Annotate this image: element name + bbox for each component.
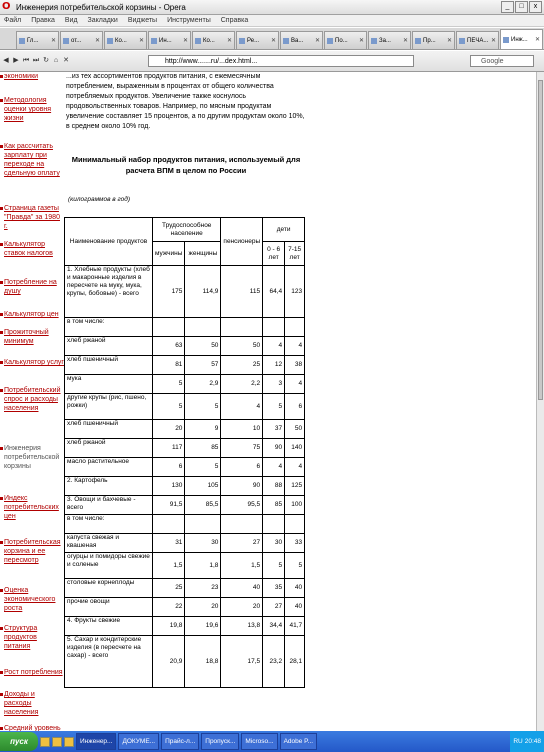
- row-value-cell: 20: [221, 598, 263, 617]
- tab-label: Ко...: [203, 37, 215, 44]
- row-value-cell: 1,5: [153, 553, 185, 579]
- row-value-cell: [263, 515, 285, 534]
- row-value-cell: 23: [185, 579, 221, 598]
- tab-3[interactable]: [148, 31, 191, 49]
- close-tab-icon[interactable]: ✕: [358, 38, 364, 44]
- row-value-cell: 50: [221, 337, 263, 356]
- tab-label: Инж...: [511, 36, 528, 43]
- favicon-icon: [371, 38, 377, 44]
- row-value-cell: 105: [185, 477, 221, 496]
- row-name-cell: хлеб ржаной: [65, 337, 153, 356]
- row-value-cell: 1,5: [221, 553, 263, 579]
- row-value-cell: 34,4: [263, 617, 285, 636]
- intro-paragraph: ...из тех ассортиментов продуктов питания, с ежемесячным потреблением, выраженным в процентах от общего количества потребляемых продуктов. Увеличение также коснулось продовольственных товаров. Например, по мясным продуктам увеличение составляет 15 процентов, а по другим продуктам около 10%, в среднем около 10% год.: [66, 73, 305, 130]
- column-header-men: мужчины: [153, 242, 185, 266]
- sidebar-link[interactable]: Индекс потребительских цен: [4, 494, 64, 521]
- tab-label: Ва...: [291, 37, 304, 44]
- row-value-cell: 40: [221, 579, 263, 598]
- opera-logo-icon: O: [2, 1, 11, 12]
- row-value-cell: 4: [285, 375, 305, 394]
- row-value-cell: 140: [285, 439, 305, 458]
- tab-11[interactable]: [500, 29, 543, 49]
- row-value-cell: 19,8: [153, 617, 185, 636]
- row-value-cell: [221, 318, 263, 337]
- sidebar-link: Инженерия потребительской корзины: [4, 444, 64, 471]
- sidebar-link[interactable]: Потребление на душу: [4, 278, 64, 296]
- row-value-cell: 20: [185, 598, 221, 617]
- row-value-cell: 57: [185, 356, 221, 375]
- back-icon[interactable]: ◀: [3, 57, 9, 64]
- row-value-cell: [221, 515, 263, 534]
- row-value-cell: 5: [263, 553, 285, 579]
- search-input[interactable]: Google: [470, 55, 534, 67]
- tab-8[interactable]: [368, 31, 411, 49]
- row-name-cell: прочие овощи: [65, 598, 153, 617]
- page-heading: Минимальный набор продуктов питания, используемый для расчета ВПМ в целом по России: [71, 155, 301, 175]
- row-value-cell: 5: [153, 375, 185, 394]
- table-row: [65, 617, 305, 636]
- rewind-icon[interactable]: ⏮: [22, 57, 30, 64]
- row-value-cell: 30: [185, 534, 221, 553]
- food-basket-table: [64, 217, 305, 688]
- sidebar-link[interactable]: Как рассчитать зарплату при переходе на сдельную оплату: [4, 142, 64, 178]
- address-input[interactable]: http://www.......ru/...dex.html...: [148, 55, 414, 67]
- close-tab-icon[interactable]: ✕: [314, 38, 320, 44]
- row-value-cell: 90: [263, 439, 285, 458]
- row-value-cell: 40: [285, 598, 305, 617]
- window-controls: [501, 1, 542, 13]
- row-value-cell: 5: [153, 394, 185, 420]
- row-value-cell: 19,6: [185, 617, 221, 636]
- row-value-cell: [185, 318, 221, 337]
- row-value-cell: [285, 318, 305, 337]
- tab-label: За...: [379, 37, 391, 44]
- column-header-name: Наименование продуктов: [65, 218, 153, 266]
- menu-widgets[interactable]: Виджеты: [127, 17, 158, 24]
- row-name-cell: мука: [65, 375, 153, 394]
- row-value-cell: 4: [221, 394, 263, 420]
- sidebar-link[interactable]: Доходы и расходы населения: [4, 690, 64, 717]
- menu-tools[interactable]: Инструменты: [167, 17, 211, 24]
- navigation-toolbar: [0, 51, 544, 72]
- row-value-cell: 123: [285, 266, 305, 318]
- row-name-cell: 4. Фрукты свежие: [65, 617, 153, 636]
- table-row: [65, 337, 305, 356]
- row-value-cell: 37: [263, 420, 285, 439]
- column-header-age-0-6: 0 - 6 лет: [263, 242, 285, 266]
- taskbar-items: [74, 733, 317, 750]
- close-tab-icon[interactable]: ✕: [446, 38, 452, 44]
- table-row: [65, 318, 305, 337]
- sidebar-link[interactable]: Калькулятор услуг: [4, 359, 64, 366]
- sidebar-link[interactable]: Средний уровень: [4, 724, 64, 731]
- row-value-cell: 1,8: [185, 553, 221, 579]
- home-icon[interactable]: ⌂: [53, 57, 59, 64]
- reload-icon[interactable]: ↻: [43, 57, 49, 64]
- row-value-cell: 50: [285, 420, 305, 439]
- sidebar-link[interactable]: Калькулятор цен: [4, 310, 64, 319]
- tab-label: ПЕЧА...: [467, 37, 489, 44]
- row-value-cell: 40: [285, 579, 305, 598]
- favicon-icon: [107, 38, 113, 44]
- close-tab-icon[interactable]: ✕: [50, 38, 56, 44]
- row-value-cell: [153, 318, 185, 337]
- row-value-cell: 10: [221, 420, 263, 439]
- row-value-cell: 117: [153, 439, 185, 458]
- row-name-cell: хлеб пшеничный: [65, 420, 153, 439]
- row-value-cell: 2,9: [185, 375, 221, 394]
- row-value-cell: 20,9: [153, 636, 185, 688]
- close-tab-icon[interactable]: ✕: [270, 38, 276, 44]
- row-value-cell: 4: [285, 337, 305, 356]
- tab-5[interactable]: [236, 31, 279, 49]
- row-value-cell: 85: [185, 439, 221, 458]
- system-tray: [510, 731, 544, 752]
- tab-label: Гл...: [27, 37, 39, 44]
- row-value-cell: 4: [263, 458, 285, 477]
- close-tab-icon[interactable]: ✕: [226, 38, 232, 44]
- sidebar-link[interactable]: Рост потребления: [4, 669, 63, 676]
- windows-taskbar: [0, 731, 544, 752]
- forward-icon[interactable]: ▶: [13, 57, 19, 64]
- row-name-cell: масло растительное: [65, 458, 153, 477]
- row-value-cell: 5: [185, 458, 221, 477]
- row-value-cell: [153, 515, 185, 534]
- tab-2[interactable]: [104, 31, 147, 49]
- tab-bar: [0, 28, 544, 50]
- row-value-cell: 81: [153, 356, 185, 375]
- start-button[interactable]: пуск: [0, 732, 38, 751]
- sidebar-link[interactable]: Калькулятор ставок налогов: [4, 240, 64, 258]
- row-name-cell: 3. Овощи и бахчевые - всего: [65, 496, 153, 515]
- row-value-cell: 9: [185, 420, 221, 439]
- quicklaunch-icon[interactable]: [64, 737, 74, 747]
- row-value-cell: 85: [263, 496, 285, 515]
- row-value-cell: 4: [263, 337, 285, 356]
- table-row: [65, 266, 305, 318]
- menu-bar: [0, 15, 544, 27]
- sidebar-link[interactable]: экономики: [4, 72, 64, 81]
- row-value-cell: 12: [263, 356, 285, 375]
- row-value-cell: 130: [153, 477, 185, 496]
- tab-label: Ре...: [247, 37, 260, 44]
- row-name-cell: в том числе:: [65, 515, 153, 534]
- column-header-pensioners: пенсионеры: [221, 218, 263, 266]
- fast-forward-icon[interactable]: ⏭: [32, 57, 40, 64]
- column-header-age-7-15: 7-15 лет: [285, 242, 305, 266]
- row-value-cell: 23,2: [263, 636, 285, 688]
- taskbar-item[interactable]: Инженер...: [76, 733, 116, 750]
- tab-label: от...: [71, 37, 82, 44]
- row-value-cell: 31: [153, 534, 185, 553]
- page-content: [0, 72, 536, 731]
- row-name-cell: огурцы и помидоры свежие и соленые: [65, 553, 153, 579]
- sidebar-link[interactable]: Страница газеты "Правда" за 1980 г.: [4, 204, 64, 231]
- row-value-cell: 35: [263, 579, 285, 598]
- close-tab-icon[interactable]: ✕: [94, 38, 100, 44]
- row-value-cell: 5: [185, 394, 221, 420]
- row-value-cell: 13,8: [221, 617, 263, 636]
- row-value-cell: 41,7: [285, 617, 305, 636]
- row-value-cell: 27: [263, 598, 285, 617]
- row-name-cell: хлеб пшеничный: [65, 356, 153, 375]
- sidebar-link[interactable]: Прожиточный минимум: [4, 328, 64, 346]
- row-value-cell: 75: [221, 439, 263, 458]
- table-row: [65, 579, 305, 598]
- row-name-cell: другие крупы (рис, пшено, рожки): [65, 394, 153, 420]
- tab-6[interactable]: [280, 31, 323, 49]
- table-row: [65, 458, 305, 477]
- row-value-cell: 6: [153, 458, 185, 477]
- tab-label: Пр...: [423, 37, 436, 44]
- favicon-icon: [63, 38, 69, 44]
- favicon-icon: [195, 38, 201, 44]
- row-value-cell: [285, 515, 305, 534]
- tab-7[interactable]: [324, 31, 367, 49]
- row-value-cell: 95,5: [221, 496, 263, 515]
- quicklaunch-icon[interactable]: [52, 737, 62, 747]
- tab-0[interactable]: [16, 31, 59, 49]
- favicon-icon: [19, 38, 25, 44]
- favicon-icon: [151, 38, 157, 44]
- table-row: [65, 439, 305, 458]
- favicon-icon: [327, 38, 333, 44]
- row-value-cell: 115: [221, 266, 263, 318]
- row-name-cell: капуста свежая и квашеная: [65, 534, 153, 553]
- row-value-cell: 64,4: [263, 266, 285, 318]
- window-titlebar: [0, 0, 544, 15]
- row-value-cell: 88: [263, 477, 285, 496]
- taskbar-item[interactable]: ДОКУМЕ...: [118, 733, 159, 750]
- taskbar-item[interactable]: Пропуск...: [201, 733, 239, 750]
- row-value-cell: 38: [285, 356, 305, 375]
- row-value-cell: 18,8: [185, 636, 221, 688]
- scrollbar-thumb[interactable]: [538, 80, 543, 400]
- language-indicator[interactable]: RU: [513, 738, 523, 745]
- table-row: [65, 496, 305, 515]
- row-name-cell: 2. Картофель: [65, 477, 153, 496]
- row-value-cell: 91,5: [153, 496, 185, 515]
- row-value-cell: 20: [153, 420, 185, 439]
- vertical-scrollbar[interactable]: [536, 72, 544, 731]
- row-value-cell: 30: [263, 534, 285, 553]
- clock: 20:48: [524, 738, 541, 745]
- tab-10[interactable]: [456, 31, 499, 49]
- row-value-cell: 6: [221, 458, 263, 477]
- menu-bookmarks[interactable]: Закладки: [87, 17, 118, 24]
- favicon-icon: [283, 38, 289, 44]
- menu-file[interactable]: Файл: [4, 17, 22, 24]
- table-row: [65, 356, 305, 375]
- close-tab-icon[interactable]: ✕: [182, 38, 188, 44]
- tab-4[interactable]: [192, 31, 235, 49]
- tab-1[interactable]: [60, 31, 103, 49]
- table-row: [65, 477, 305, 496]
- sidebar-link[interactable]: Потребительский спрос и расходы населения: [4, 386, 64, 413]
- column-header-women: женщины: [185, 242, 221, 266]
- table-row: [65, 636, 305, 688]
- table-row: [65, 553, 305, 579]
- menu-view[interactable]: Вид: [64, 17, 78, 24]
- favicon-icon: [459, 38, 465, 44]
- taskbar-item[interactable]: Прайс-л...: [161, 733, 199, 750]
- tab-9[interactable]: [412, 31, 455, 49]
- row-value-cell: 33: [285, 534, 305, 553]
- row-value-cell: 4: [285, 458, 305, 477]
- row-value-cell: 125: [285, 477, 305, 496]
- row-value-cell: 63: [153, 337, 185, 356]
- close-button[interactable]: x: [529, 1, 542, 13]
- close-tab-icon[interactable]: ✕: [138, 38, 144, 44]
- row-name-cell: хлеб ржаной: [65, 439, 153, 458]
- tab-label: Ко...: [115, 37, 127, 44]
- row-value-cell: 5: [285, 553, 305, 579]
- row-value-cell: 2,2: [221, 375, 263, 394]
- row-value-cell: 100: [285, 496, 305, 515]
- table-row: [65, 394, 305, 420]
- row-value-cell: 85,5: [185, 496, 221, 515]
- table-row: [65, 515, 305, 534]
- sidebar-link[interactable]: Методология оценки уровня жизни: [4, 96, 64, 123]
- row-value-cell: 175: [153, 266, 185, 318]
- favicon-icon: [503, 37, 509, 43]
- minimize-button[interactable]: _: [501, 1, 514, 13]
- row-value-cell: [185, 515, 221, 534]
- row-value-cell: 50: [185, 337, 221, 356]
- table-row: [65, 598, 305, 617]
- menu-edit[interactable]: Правка: [31, 17, 55, 24]
- quicklaunch-icon[interactable]: [40, 737, 50, 747]
- row-value-cell: 6: [285, 394, 305, 420]
- sidebar-link[interactable]: Структура продуктов питания: [4, 624, 64, 651]
- sidebar-link[interactable]: Потребительская корзина и ее пересмотр: [4, 538, 64, 565]
- taskbar-item[interactable]: Adobe P...: [280, 733, 318, 750]
- menu-help[interactable]: Справка: [220, 17, 249, 24]
- table-row: [65, 420, 305, 439]
- close-tab-icon[interactable]: ✕: [534, 37, 540, 43]
- row-value-cell: 28,1: [285, 636, 305, 688]
- row-name-cell: столовые корнеплоды: [65, 579, 153, 598]
- row-value-cell: 27: [221, 534, 263, 553]
- tab-label: Ин...: [159, 37, 172, 44]
- row-value-cell: 25: [153, 579, 185, 598]
- tab-label: По...: [335, 37, 348, 44]
- row-value-cell: 114,9: [185, 266, 221, 318]
- row-value-cell: 3: [263, 375, 285, 394]
- window-title: Инженерия потребительской корзины - Opera: [16, 2, 186, 12]
- row-value-cell: 90: [221, 477, 263, 496]
- row-name-cell: 5. Сахар и кондитерские изделия (в пересчете на сахар) - всего: [65, 636, 153, 688]
- row-value-cell: [263, 318, 285, 337]
- table-row: [65, 375, 305, 394]
- row-value-cell: 25: [221, 356, 263, 375]
- taskbar-item[interactable]: Microso...: [241, 733, 277, 750]
- table-row: [65, 534, 305, 553]
- column-header-workers: Трудоспособное население: [153, 218, 221, 242]
- close-tab-icon[interactable]: ✕: [490, 38, 496, 44]
- row-name-cell: 1. Хлебные продукты (хлеб и макаронные изделия в пересчете на муку, мука, крупы, бобовые) - всего: [65, 266, 153, 318]
- stop-icon[interactable]: ✕: [63, 57, 69, 64]
- units-note: (килограммов в год): [68, 196, 130, 203]
- favicon-icon: [239, 38, 245, 44]
- favicon-icon: [415, 38, 421, 44]
- row-value-cell: 17,5: [221, 636, 263, 688]
- maximize-button[interactable]: □: [515, 1, 528, 13]
- close-tab-icon[interactable]: ✕: [402, 38, 408, 44]
- column-header-children: дети: [263, 218, 305, 242]
- row-value-cell: 5: [263, 394, 285, 420]
- sidebar-link[interactable]: Оценка экономического роста: [4, 586, 64, 613]
- row-value-cell: 22: [153, 598, 185, 617]
- row-name-cell: в том числе:: [65, 318, 153, 337]
